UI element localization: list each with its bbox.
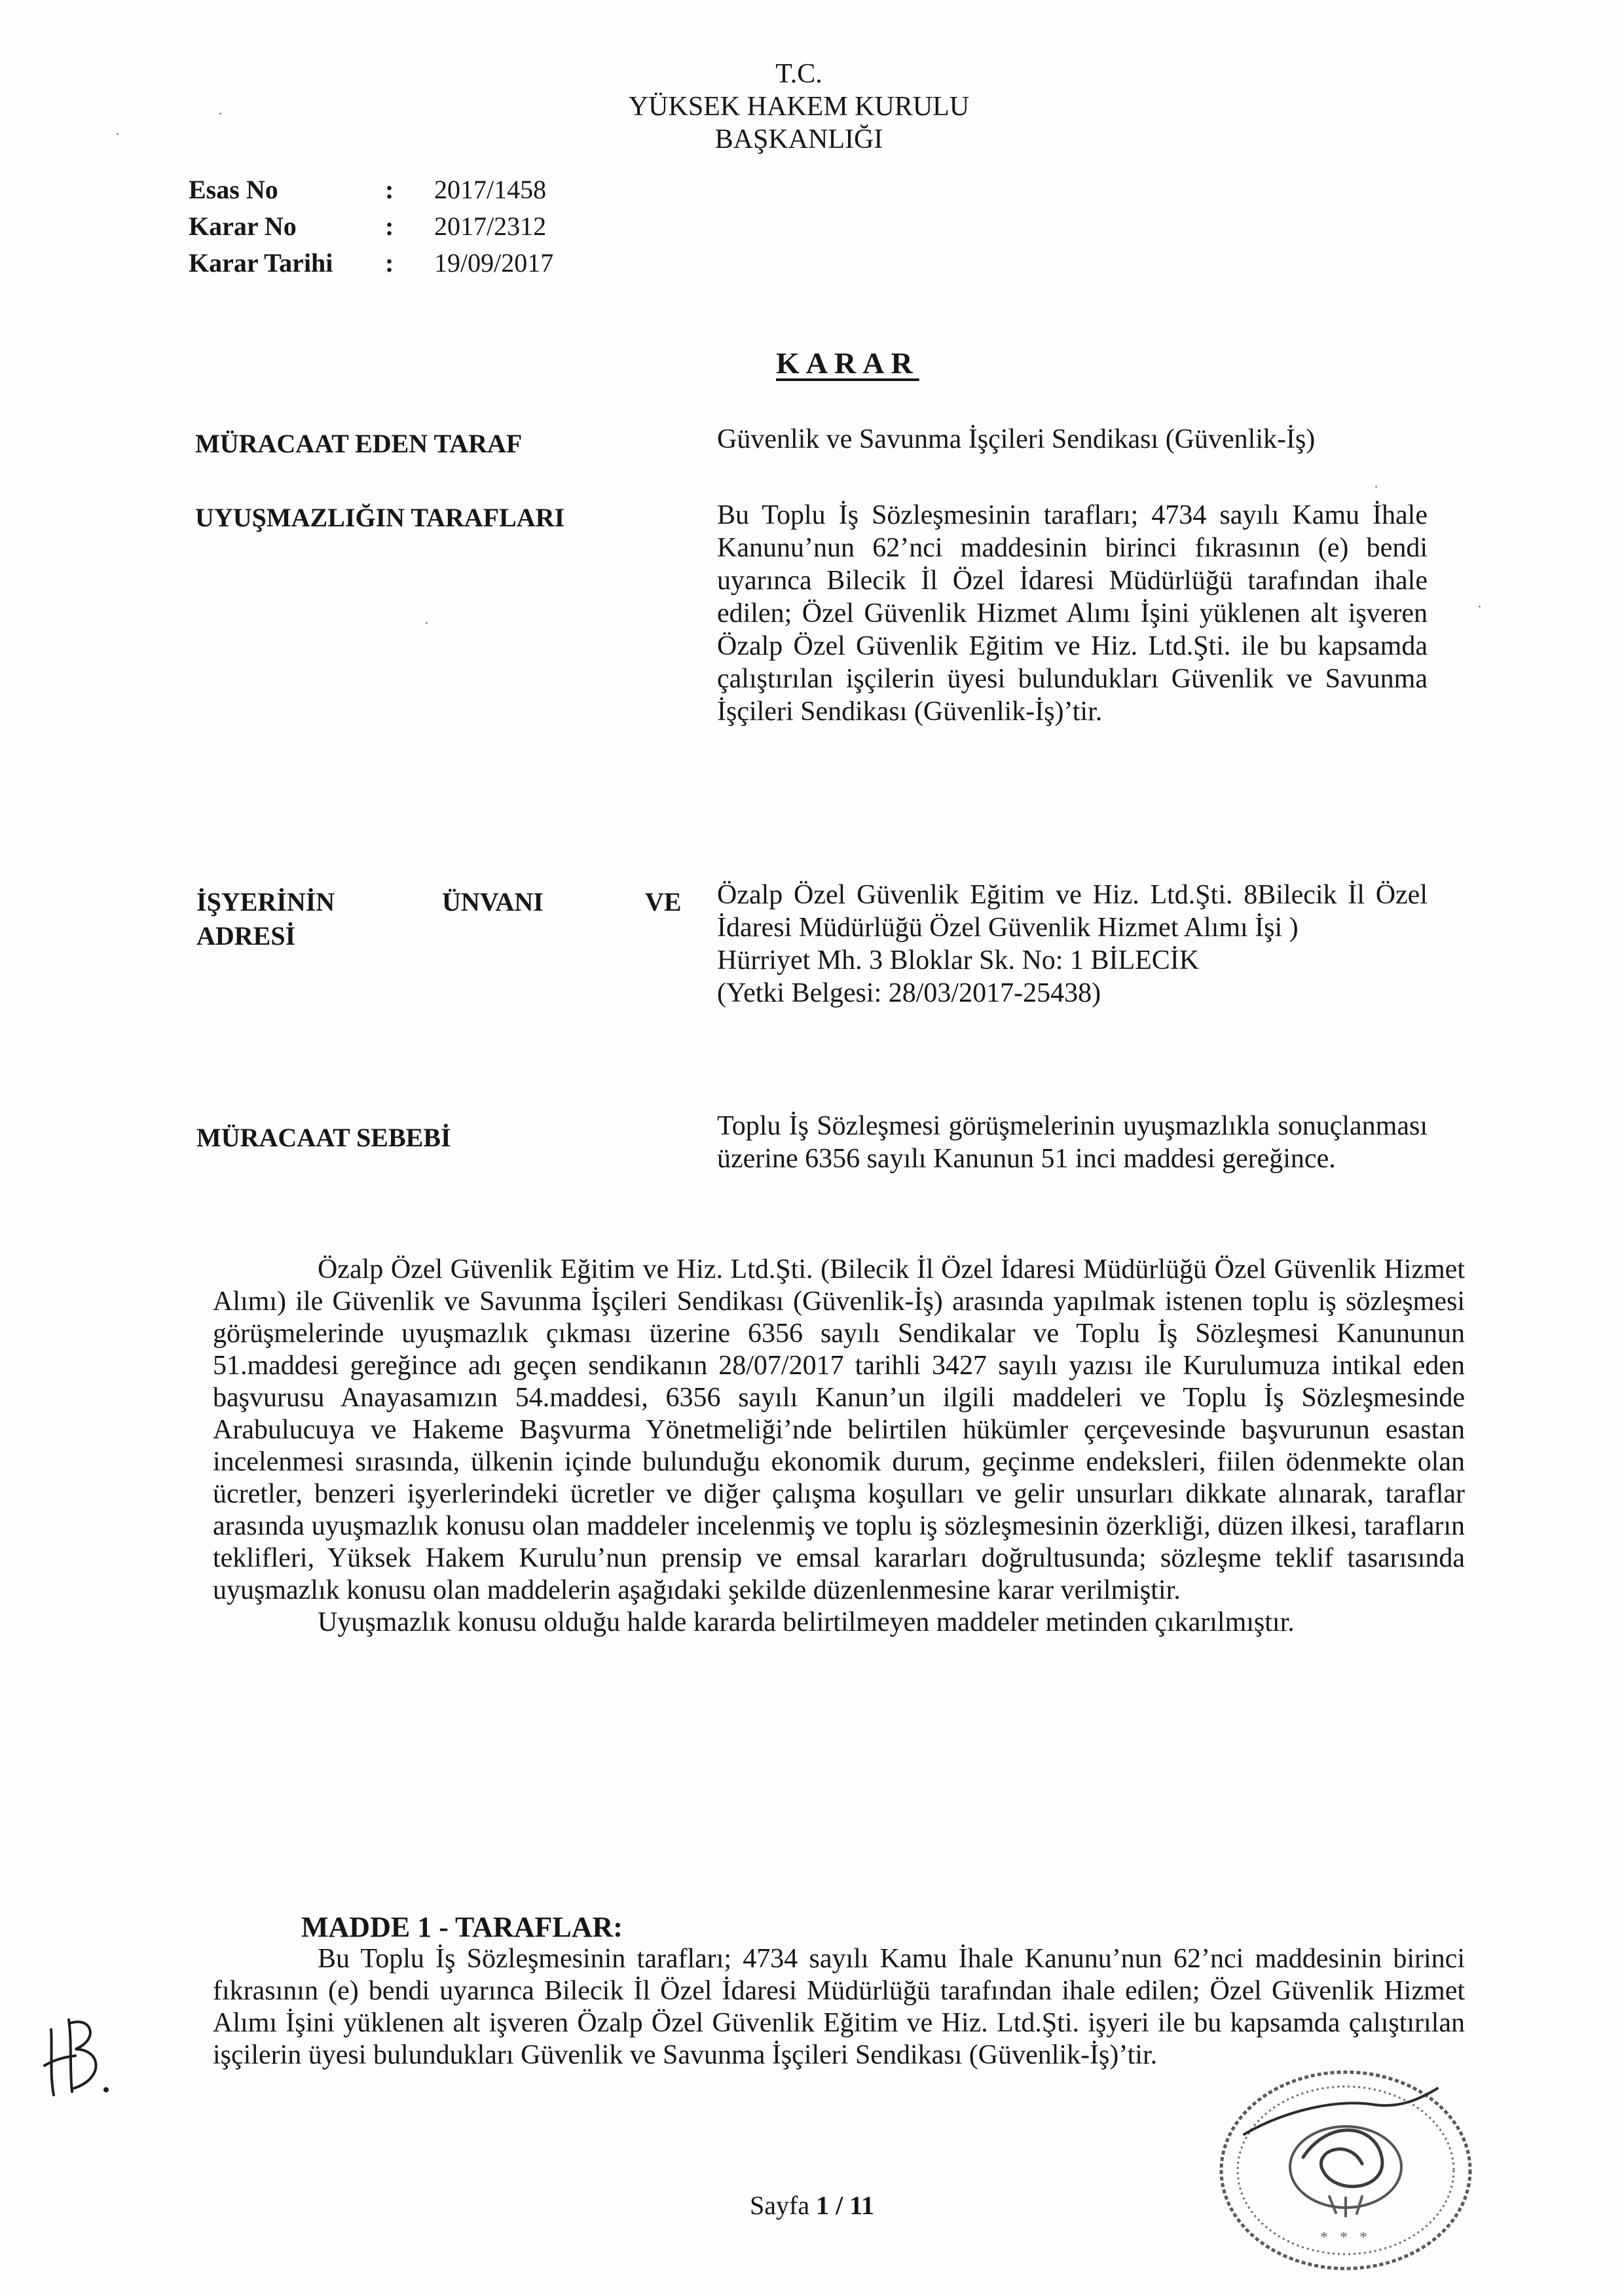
header-country: T.C. bbox=[775, 59, 822, 89]
parties-label: UYUŞMAZLIĞIN TARAFLARI bbox=[195, 503, 565, 532]
workplace-name: Özalp Özel Güvenlik Eğitim ve Hiz. Ltd.Şti. 8Bilecik İl Özel İdaresi Müdürlüğü Özel Güvenlik Hizmet Alımı İşi ) bbox=[717, 880, 1428, 943]
meta-row-tarih bbox=[189, 245, 647, 282]
page-prefix: Sayfa bbox=[750, 2191, 810, 2220]
applicant-value bbox=[717, 423, 1428, 456]
madde-1-text: Bu Toplu İş Sözleşmesinin tarafları; 4734 sayılı Kamu İhale Kanunu’nun 62’nci maddesinin birinci fıkrasının (e) bendi uyarınca Bilecik İl Özel İdaresi Müdürlüğü tarafından ihale edilen; Özel Güvenlik Hizmet Alımı İşini yüklenen alt işveren Özalp Özel Güvenlik Eğitim ve Hiz. Ltd.Şti. işyeri ile bu kapsamda çalıştırılan işçilerin üyesi bulundukları Güvenlik ve Savunma İşçileri Sendikası (Güvenlik-İş)’tir. bbox=[213, 1944, 1465, 2070]
document-title: KARAR bbox=[776, 346, 919, 380]
scan-speck bbox=[1375, 486, 1377, 488]
reason-label: MÜRACAAT SEBEBİ bbox=[196, 1123, 451, 1152]
workplace-value bbox=[717, 879, 1428, 1010]
parties-value bbox=[717, 499, 1428, 728]
header-department: BAŞKANLIĞI bbox=[714, 124, 883, 155]
workplace-label-word-2: ÜNVANI bbox=[442, 887, 544, 917]
meta-value: 2017/2312 bbox=[434, 211, 547, 241]
meta-separator: : bbox=[385, 248, 394, 278]
scan-speck bbox=[117, 133, 119, 135]
applicant-text: Güvenlik ve Savunma İşçileri Sendikası (Güvenlik-İş) bbox=[717, 424, 1316, 454]
workplace-address: Hürriyet Mh. 3 Bloklar Sk. No: 1 BİLECİK bbox=[717, 945, 1200, 975]
parties-text: Bu Toplu İş Sözleşmesinin tarafları; 4734 sayılı Kamu İhale Kanunu’nun 62’nci maddesinin birinci fıkrasının (e) bendi uyarınca Bilecik İl Özel İdaresi Müdürlüğü tarafından ihale edilen; Özel Güvenlik Hizmet Alımı İşini yüklenen alt işveren Özalp Özel Güvenlik Eğitim ve Hiz. Ltd.Şti. ile bu kapsamda çalıştırılan işçilerin üyesi bulundukları Güvenlik ve Savunma İşçileri Sendikası (Güvenlik-İş)’tir. bbox=[717, 500, 1428, 727]
meta-separator: : bbox=[385, 211, 394, 241]
page-separator: / bbox=[836, 2191, 843, 2220]
reason-value bbox=[717, 1110, 1428, 1175]
handwritten-initials bbox=[39, 2003, 118, 2102]
meta-label: Karar No bbox=[189, 211, 297, 241]
madde-1-title: MADDE 1 - TARAFLAR: bbox=[301, 1911, 623, 1943]
header-institution: YÜKSEK HAKEM KURULU bbox=[628, 92, 970, 122]
scan-speck bbox=[426, 622, 428, 624]
body-paragraph-2: Uyuşmazlık konusu olduğu halde kararda belirtilmeyen maddeler metinden çıkarılmıştır. bbox=[318, 1607, 1295, 1637]
official-stamp bbox=[1205, 2059, 1480, 2275]
scan-speck bbox=[1479, 606, 1481, 608]
institution-header bbox=[537, 58, 1061, 156]
scan-speck bbox=[219, 113, 221, 115]
meta-row-karar bbox=[189, 208, 647, 245]
meta-label: Karar Tarihi bbox=[189, 248, 333, 278]
workplace-label-word-3: VE bbox=[645, 887, 682, 917]
svg-text:* * *: * * * bbox=[1320, 2229, 1371, 2246]
meta-value: 2017/1458 bbox=[434, 175, 547, 204]
meta-label: Esas No bbox=[189, 175, 278, 204]
page-current: 1 bbox=[816, 2191, 830, 2220]
case-meta bbox=[189, 172, 647, 283]
madde-1-body bbox=[213, 1943, 1465, 2071]
reason-text: Toplu İş Sözleşmesi görüşmelerinin uyuşmazlıkla sonuçlanması üzerine 6356 sayılı Kanunun 51 inci maddesi gereğince. bbox=[717, 1111, 1428, 1174]
meta-separator: : bbox=[385, 175, 394, 204]
body-text bbox=[213, 1254, 1465, 1639]
workplace-label-word-1: İŞYERİNİN bbox=[196, 887, 335, 917]
meta-value: 19/09/2017 bbox=[434, 248, 554, 278]
meta-row-esas bbox=[189, 172, 647, 208]
applicant-label: MÜRACAAT EDEN TARAF bbox=[195, 429, 523, 458]
page-total: 11 bbox=[849, 2191, 874, 2220]
workplace-license: (Yetki Belgesi: 28/03/2017-25438) bbox=[717, 978, 1101, 1008]
body-paragraph-1: Özalp Özel Güvenlik Eğitim ve Hiz. Ltd.Şti. (Bilecik İl Özel İdaresi Müdürlüğü Özel Güvenlik Hizmet Alımı) ile Güvenlik ve Savunma İşçileri Sendikası (Güvenlik-İş) arasında yapılmak istenen toplu iş sözleşmesi görüşmelerinde uyuşmazlık çıkması üzerine 6356 sayılı Sendikalar ve Toplu İş Sözleşmesi Kanununun 51.maddesi gereğince adı geçen sendikanın 28/07/2017 tarihli 3427 sayılı yazısı ile Kurulumuza intikal eden başvurusu Anayasamızın 54.maddesi, 6356 sayılı Kanun’un ilgili maddeleri ve Toplu İş Sözleşmesinde Arabulucuya ve Hakeme Başvurma Yönetmeliği’nde belirtilen hükümler çerçevesinde başvurunun esastan incelenmesi sırasında, ülkenin içinde bulunduğu ekonomik durum, geçinme endeksleri, fiilen ödenmekte olan ücretler, benzeri işyerlerindeki ücretler ve diğer çalışma koşulları ve gelir unsurları dikkate alınarak, taraflar arasında uyuşmazlık konusu olan maddeler incelenmiş ve toplu iş sözleşmesinin özerkliği, düzen ilkesi, tarafların teklifleri, Yüksek Hakem Kurulu’nun prensip ve emsal kararları doğrultusunda; sözleşme teklif tasarısında uyuşmazlık konusu olan maddelerin aşağıdaki şekilde düzenlenmesine karar verilmiştir. bbox=[213, 1254, 1465, 1605]
workplace-label-word-4: ADRESİ bbox=[196, 921, 296, 951]
